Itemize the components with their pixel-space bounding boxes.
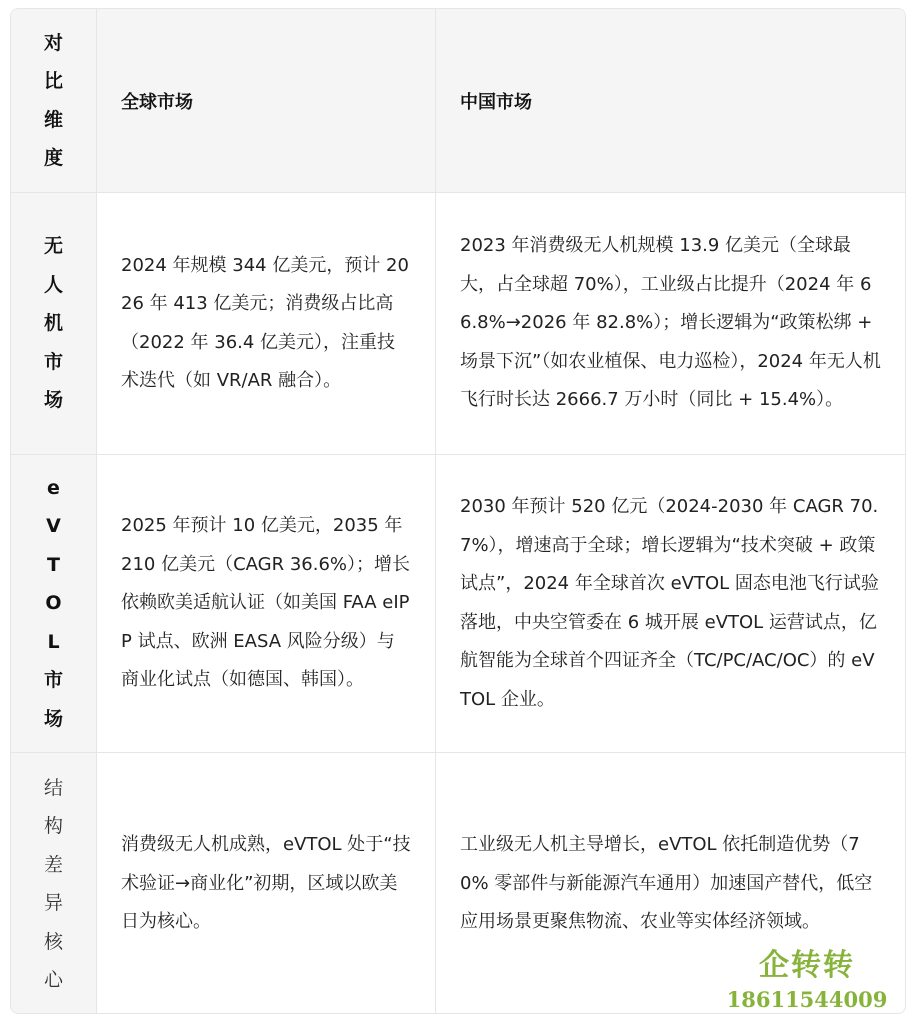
- dimension-cell: [11, 753, 97, 1014]
- china-cell: [436, 193, 905, 454]
- dimension-label: eVTOL市场: [43, 476, 63, 730]
- china-text: 2023 年消费级无人机规模 13.9 亿美元（全球最大，占全球超 70%），工业级占比提升（2024 年 66.8%→2026 年 82.8%）；增长逻辑为“政策松绑 + 场景下沉”（如农业植保、电力巡检），2024 年无人机飞行时长达 2666.7 万小时（同比 + 15.4%）。: [460, 235, 881, 411]
- watermark: [722, 944, 892, 1014]
- comparison-table: [10, 8, 906, 1014]
- china-text: 2030 年预计 520 亿元（2024-2030 年 CAGR 70.7%），增速高于全球；增长逻辑为“技术突破 + 政策试点”，2024 年全球首次 eVTOL 固态电池飞行试验落地，中央空管委在 6 城开展 eVTOL 运营试点，亿航智能为全球首个四证齐全（TC/PC/AC/OC）的 eVTOL 企业。: [460, 496, 879, 710]
- header-china-label: 中国市场: [460, 91, 532, 113]
- dimension-label: 结构差异核心: [43, 776, 63, 991]
- global-cell: [97, 753, 436, 1014]
- table-row-evtol: [11, 455, 905, 753]
- global-cell: [97, 193, 436, 454]
- china-text: 工业级无人机主导增长，eVTOL 依托制造优势（70% 零部件与新能源汽车通用）加速国产替代，低空应用场景更聚焦物流、农业等实体经济领域。: [460, 834, 873, 933]
- header-cell-dimension: [11, 9, 97, 192]
- global-text: 2024 年规模 344 亿美元，预计 2026 年 413 亿美元；消费级占比高（2022 年 36.4 亿美元），注重技术迭代（如 VR/AR 融合）。: [121, 254, 409, 391]
- dimension-label: 无人机市场: [43, 235, 63, 412]
- global-cell: [97, 455, 436, 752]
- china-cell: [436, 455, 905, 752]
- table-header-row: [11, 9, 905, 193]
- header-dimension-label: 对比维度: [43, 31, 63, 169]
- table-row-drone: [11, 193, 905, 455]
- watermark-brand: 企转转: [759, 948, 855, 983]
- watermark-phone: 18611544009: [726, 987, 888, 1012]
- global-text: 2025 年预计 10 亿美元，2035 年 210 亿美元（CAGR 36.6%）；增长依赖欧美适航认证（如美国 FAA eIPP 试点、欧洲 EASA 风险分级）与商业化试点（如德国、韩国）。: [121, 515, 411, 691]
- global-text: 消费级无人机成熟，eVTOL 处于“技术验证→商业化”初期，区域以欧美日为核心。: [121, 834, 411, 933]
- header-cell-china: [436, 9, 905, 192]
- header-cell-global: [97, 9, 436, 192]
- dimension-cell: [11, 193, 97, 454]
- dimension-cell: [11, 455, 97, 752]
- header-global-label: 全球市场: [121, 91, 193, 113]
